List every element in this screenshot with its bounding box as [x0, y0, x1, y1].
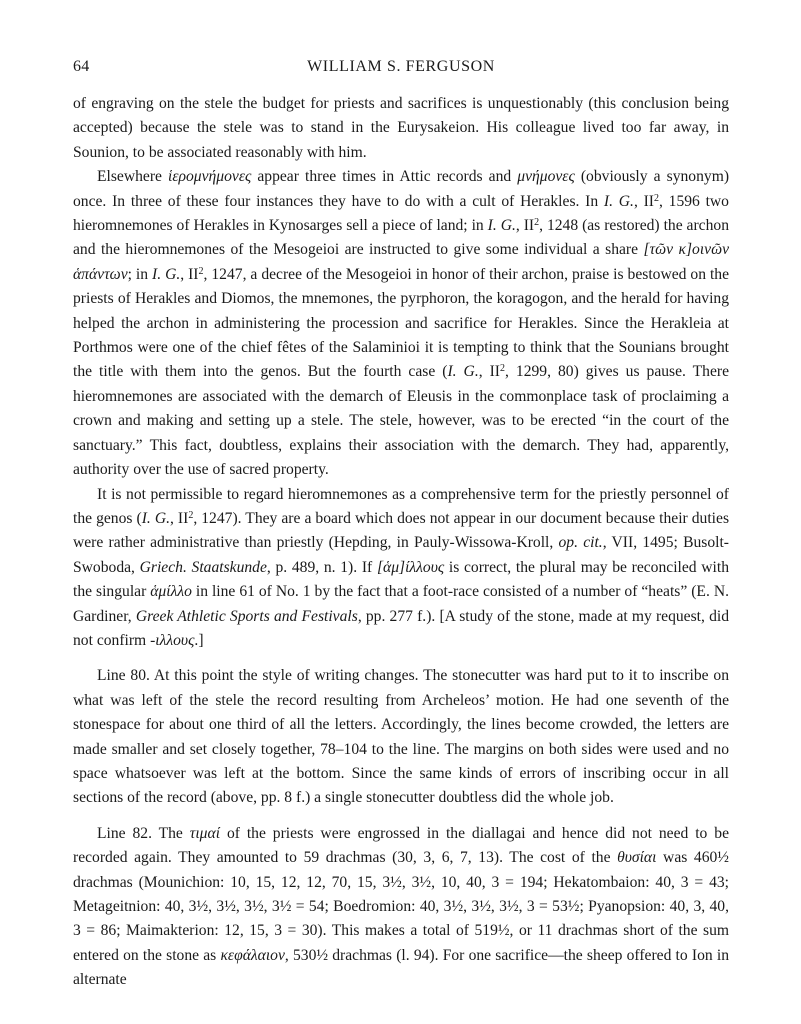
citation-opcit: op. cit.	[558, 534, 603, 552]
greek-term: θυσίαι	[617, 849, 657, 867]
greek-term: [ἁμ]ίλλους	[376, 558, 445, 576]
citation-ig: I. G.	[603, 192, 634, 210]
greek-term: ἁμίλλο	[150, 583, 192, 601]
citation-staatskunde: Griech. Staatskunde	[139, 558, 267, 576]
page-number: 64	[73, 58, 90, 75]
greek-term: κεφάλαιον	[220, 946, 285, 964]
citation-ig: I. G.	[487, 217, 516, 235]
paragraph-line-82: Line 82. The τιμαί of the priests were engrossed in the diallagai and hence did not need to be recorded again. They amounted to 59 drachmas (30, 3, 6, 7, 13). The cost of the θυσίαι was 460½ drachmas (Mounichion: 10, 15, 12, 12, 70, 15, 3½, 3½, 10, 40, 3 = 194; Hekatombaion: 40, 3 = 43; Metageitnion: 40, 3½, 3½, 3½, 3½ = 54; Boedromion: 40, 3½, 3½, 3½, 3 = 53½; Pyanopsion: 40, 3, 40, 3 = 86; Maimakterion: 12, 15, 3 = 30). This makes a total of 519½, or 11 drachmas short of the sum entered on the stone as κεφάλαιον, 530½ drachmas (l. 94). For one sacrifice—the sheep offered to Ion in alternate	[73, 824, 730, 989]
body-text	[73, 92, 729, 993]
paragraph-1: of engraving on the stele the budget for priests and sacrifices is unquestionably (this conclusion being accepted) because the stele was to stand in the Eurysakeion. His colleague lived too far away, in Sounion, to be associated reasonably with him.	[73, 95, 729, 161]
citation-ig: I. G.	[447, 363, 479, 381]
greek-term: τιμαί	[189, 824, 221, 842]
citation-ig: I. G.	[141, 509, 170, 527]
greek-term: [τῶν κ]οινῶν ἁπάντων	[73, 241, 730, 283]
paragraph-3: It is not permissible to regard hieromnemones as a comprehensive term for the priestly personnel of the genos (I. G., $II^2$, 1247). They are a board which does not appear in our document because their duties were rather administrative than priestly (Hepding, in Pauly-Wissowa-Kroll, op. cit., VII, 1495; Busolt-Swoboda, Griech. Staatskunde, p. 489, n. 1). If [ἁμ]ίλλους is correct, the plural may be reconciled with the singular ἁμίλλο in line 61 of No. 1 by the fact that a foot-race consisted of a number of “heats” (E. N. Gardiner, Greek Athletic Sports and Festivals, pp. 277 f.). [A study of the stone, made at my request, did not confirm -ιλλους.]	[73, 485, 730, 649]
running-head: WILLIAM S. FERGUSON	[307, 58, 495, 75]
page-header	[73, 58, 729, 80]
greek-term: μνήμονες	[517, 168, 575, 186]
paragraph-line-80: Line 80. At this point the style of writing changes. The stonecutter was hard put to it to inscribe on what was left of the stele the record resulting from Archeleos’ motion. He had one seventh of the stonespace for about one third of all the letters. Accordingly, the lines become crowded, the letters are made smaller and set closely together, 78–104 to the line. The margins on both sides were used and no space whatsoever was left at the bottom. Since the same kinds of errors of inscribing occur in all sections of the record (above, pp. 8 f.) a single stonecutter doubtless did the whole job.	[73, 667, 729, 807]
greek-term: ἱερομνήμονες	[168, 168, 252, 186]
paragraph-2: Elsewhere ἱερομνήμονες appear three times in Attic records and μνήμονες (obviously a synonym) once. In three of these four instances they have to do with a cult of Herakles. In I. G., $II^2$, 1596 two hieromnemones of Herakles in Kynosarges sell a piece of land; in I. G., $II^2$, 1248 (as restored) the archon and the hieromnemones of the Mesogeioi are instructed to give some individual a share [τῶν κ]οινῶν ἁπάντων; in I. G., $II^2$, 1247, a decree of the Mesogeioi in honor of their archon, praise is bestowed on the priests of Herakles and Diomos, the mnemones, the pyrphoron, the koragogon, and the herald for having helped the archon in administering the procession and sacrifice for Herakles. Since the Herakleia at Porthmos were one of the chief fêtes of the Salaminioi it is tempting to think that the Sounians brought the title with them into the genos. But the fourth case (I. G., $II^2$, 1299, 80) gives us pause. There hieromnemones are associated with the demarch of Eleusis in the commonplace task of proclaiming a crown and making and setting up a stele. The stele, however, was to be erected “in the court of the sanctuary.” This fact, doubtless, explains their association with the demarch. They had, apparently, authority over the use of sacred property.	[73, 168, 730, 479]
greek-term: -ιλλους	[150, 631, 195, 649]
citation-gardiner: Greek Athletic Sports and Festivals	[135, 607, 358, 625]
citation-ig: I. G.	[152, 265, 181, 283]
